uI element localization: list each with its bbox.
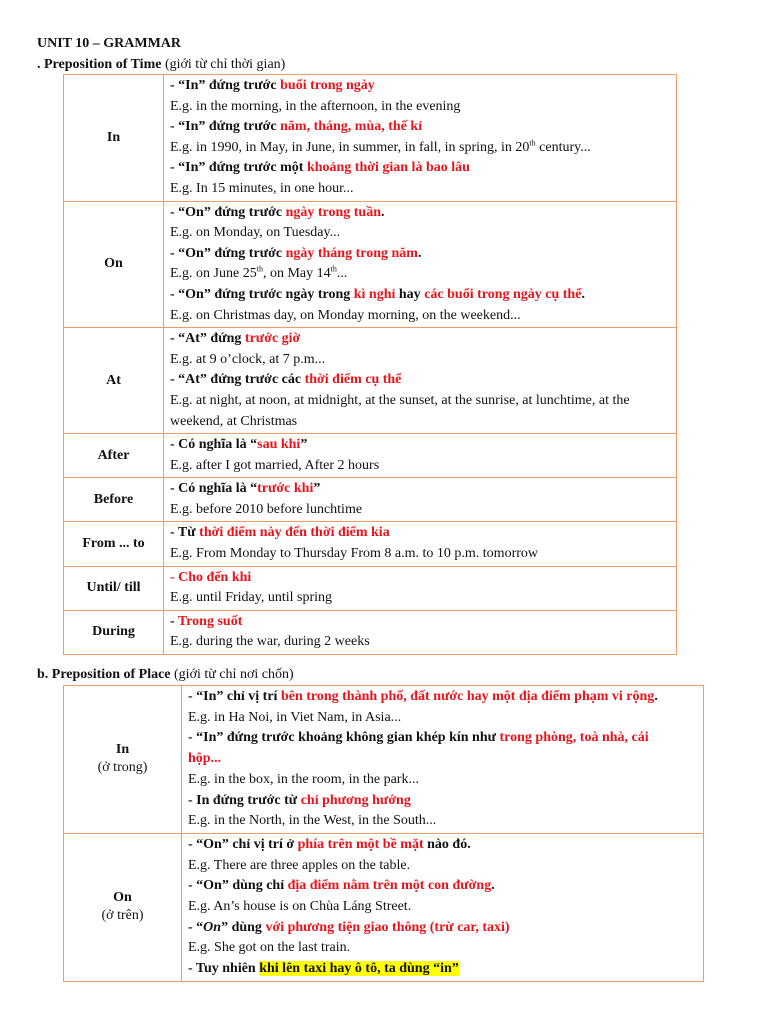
time-term-cell <box>64 75 164 202</box>
rule-line <box>170 76 670 97</box>
text-segment: - “In” đứng trước khoảng không gian khép kín như <box>188 730 500 746</box>
highlighted-term: sau khi <box>257 437 301 453</box>
place-term-cell <box>64 833 182 981</box>
example-line <box>188 708 697 729</box>
time-description-cell <box>164 201 677 328</box>
rule-line <box>188 835 697 856</box>
time-term: In <box>106 129 121 145</box>
text-segment: th <box>330 264 337 274</box>
section-a-gloss: (giới từ chỉ thời gian) <box>161 57 286 72</box>
rule-line <box>170 203 670 224</box>
text-segment: hay <box>395 286 425 302</box>
text-segment: E.g. after I got married, After 2 hours <box>170 457 380 473</box>
text-segment: E.g. on June 25 <box>170 266 257 282</box>
text-segment: th <box>529 138 536 148</box>
rule-line <box>188 687 697 708</box>
example-line <box>170 179 670 200</box>
time-term-cell <box>64 201 164 328</box>
time-description-cell <box>164 434 677 478</box>
time-term: At <box>106 372 121 388</box>
text-segment: century... <box>535 139 591 155</box>
text-segment: - “ <box>188 919 204 935</box>
example-line <box>170 138 670 159</box>
highlighted-term: địa điểm nằm trên một con đường <box>287 878 492 894</box>
text-segment: , on May 14 <box>262 266 331 282</box>
text-segment: - “On” đứng trước <box>170 204 286 220</box>
section-b-gloss: (giới từ chỉ nơi chốn) <box>170 667 294 682</box>
place-row <box>64 833 704 981</box>
example-line <box>170 412 670 433</box>
example-line <box>170 391 670 412</box>
example-line <box>170 544 670 565</box>
time-term-cell <box>64 566 164 610</box>
text-segment: - Có nghĩa là “ <box>170 437 258 453</box>
text-segment: th <box>256 264 263 274</box>
rule-line <box>188 791 697 812</box>
rule-line <box>170 612 670 633</box>
text-segment: E.g. until Friday, until spring <box>170 590 333 606</box>
example-line <box>188 770 697 791</box>
text-segment: E.g. From Monday to Thursday From 8 a.m. to 10 p.m. tomorrow <box>170 546 538 562</box>
place-term-gloss: (ở trên) <box>101 908 144 924</box>
time-term: From ... to <box>82 536 145 552</box>
example-line <box>170 588 670 609</box>
example-line <box>170 456 670 477</box>
highlighted-term: chỉ phương hướng <box>300 792 411 808</box>
text-segment: - “In” đứng trước <box>170 78 281 93</box>
text-segment: - “On” dùng chỉ <box>188 878 288 894</box>
text-segment: - “On” chỉ vị trí ở <box>188 836 298 852</box>
example-line <box>170 264 670 285</box>
time-row <box>64 201 677 328</box>
rule-line <box>188 728 697 749</box>
text-segment: . <box>417 245 422 261</box>
place-preposition-table <box>63 685 704 982</box>
text-segment: . <box>654 689 658 704</box>
text-segment: ” <box>300 437 308 453</box>
highlighted-term: trước khi <box>257 481 314 497</box>
highlighted-term: kì nghỉ <box>353 286 396 302</box>
time-row <box>64 610 677 654</box>
place-term: In <box>115 742 130 758</box>
text-segment: - “In” đứng trước một <box>170 160 307 176</box>
text-segment: E.g. in 1990, in May, in June, in summer, in fall, in spring, in 20 <box>170 139 530 155</box>
time-description-cell <box>164 610 677 654</box>
highlighted-term: - Cho đến khi <box>170 569 252 585</box>
text-segment: - “In” đứng trước <box>170 119 281 135</box>
place-term: On <box>113 890 132 906</box>
place-term-cell <box>64 686 182 834</box>
rule-line <box>188 876 697 897</box>
time-description-cell <box>164 522 677 566</box>
time-description-cell <box>164 478 677 522</box>
text-segment: ... <box>336 266 348 282</box>
highlighted-term: Trong suốt <box>177 613 243 629</box>
section-a-title: . Preposition of Time <box>37 57 162 72</box>
text-segment: . <box>581 286 585 302</box>
highlighted-note: khi lên taxi hay ô tô, ta dùng “in” <box>259 961 459 977</box>
text-segment: - “In” chỉ vị trí <box>188 689 281 704</box>
text-segment: - In đứng trước từ <box>188 792 301 808</box>
place-description-cell <box>182 833 704 981</box>
text-segment: E.g. at 9 o’clock, at 7 p.m... <box>170 351 326 367</box>
highlighted-term: buổi trong ngày <box>280 78 375 93</box>
time-term: On <box>104 256 123 272</box>
rule-line <box>170 329 670 350</box>
highlighted-term: phía trên một bề mặt <box>297 836 424 852</box>
rule-line <box>170 158 670 179</box>
text-segment: On <box>203 919 222 935</box>
highlighted-term: trong phòng, toà nhà, cái <box>499 730 649 746</box>
text-segment: E.g. at night, at noon, at midnight, at the sunset, at the sunrise, at lunchtime, at the <box>170 392 630 408</box>
time-term-cell <box>64 434 164 478</box>
text-segment: E.g. before 2010 before lunchtime <box>170 501 363 517</box>
time-description-cell <box>164 75 677 202</box>
text-segment: E.g. on Christmas day, on Monday morning, on the weekend... <box>170 307 521 323</box>
example-line <box>170 500 670 521</box>
place-row <box>64 686 704 834</box>
example-line <box>170 223 670 244</box>
time-row <box>64 566 677 610</box>
time-preposition-table <box>63 74 677 655</box>
text-segment: . <box>491 878 495 894</box>
example-line <box>188 897 697 918</box>
highlighted-term: năm, tháng, mùa, thế kỉ <box>280 119 423 135</box>
time-description-cell <box>164 328 677 434</box>
text-segment: weekend, at Christmas <box>170 413 298 429</box>
example-line <box>170 97 670 118</box>
rule-line <box>188 749 697 770</box>
highlighted-term: ngày tháng trong năm <box>285 245 418 261</box>
example-line <box>188 938 697 959</box>
time-term-cell <box>64 478 164 522</box>
rule-line <box>170 117 670 138</box>
text-segment: E.g. in Ha Noi, in Viet Nam, in Asia... <box>188 709 402 725</box>
section-b-heading <box>37 667 294 683</box>
rule-line <box>188 918 697 939</box>
highlighted-term: bên trong thành phố, đất nước hay một địa điểm phạm vi rộng <box>280 689 655 704</box>
text-segment: - “At” đứng trước các <box>170 372 305 388</box>
text-segment: E.g. during the war, during 2 weeks <box>170 634 370 650</box>
rule-line <box>170 244 670 265</box>
text-segment: E.g. on Monday, on Tuesday... <box>170 225 341 241</box>
example-line <box>170 306 670 327</box>
rule-line <box>188 959 697 980</box>
highlighted-term: các buổi trong ngày cụ thể <box>424 286 582 302</box>
place-term-gloss: (ở trong) <box>97 760 148 776</box>
highlighted-term: trước giờ <box>244 331 301 347</box>
time-term: Until/ till <box>86 580 141 596</box>
text-segment: . <box>381 204 385 220</box>
text-segment: ” <box>313 481 321 497</box>
text-segment: E.g. in the morning, in the afternoon, in the evening <box>170 98 461 114</box>
section-a-heading <box>37 57 285 73</box>
time-description-cell <box>164 566 677 610</box>
highlighted-term: khoảng thời gian là bao lâu <box>306 160 470 176</box>
highlighted-term: thời điểm này đến thời điểm kia <box>199 525 390 541</box>
rule-line <box>170 479 670 500</box>
highlighted-term: ngày trong tuần <box>285 204 381 220</box>
time-term: Before <box>93 491 134 507</box>
rule-line <box>170 435 670 456</box>
text-segment: - “On” đứng trước <box>170 245 286 261</box>
time-term-cell <box>64 328 164 434</box>
text-segment: ” dùng <box>221 919 266 935</box>
text-segment: - “On” đứng trước ngày trong <box>170 286 354 302</box>
text-segment: - Có nghĩa là “ <box>170 481 258 497</box>
highlighted-term: với phương tiện giao thông (trừ car, taxi) <box>265 919 510 935</box>
text-segment: - <box>170 613 178 629</box>
text-segment: E.g. There are three apples on the table. <box>188 857 411 873</box>
highlighted-term: hộp... <box>188 751 222 767</box>
time-term: After <box>97 447 130 463</box>
rule-line <box>170 568 670 589</box>
example-line <box>170 350 670 371</box>
time-row <box>64 434 677 478</box>
text-segment: E.g. In 15 minutes, in one hour... <box>170 180 354 196</box>
section-b-title: b. Preposition of Place <box>37 667 171 682</box>
text-segment: E.g. She got on the last train. <box>188 940 351 956</box>
time-row <box>64 478 677 522</box>
time-term: During <box>92 624 135 640</box>
unit-title: UNIT 10 – GRAMMAR <box>37 36 182 51</box>
example-line <box>188 811 697 832</box>
time-term-cell <box>64 522 164 566</box>
time-row <box>64 328 677 434</box>
text-segment: E.g. in the box, in the room, in the park... <box>188 771 419 787</box>
time-row <box>64 75 677 202</box>
text-segment: - Từ <box>170 525 200 541</box>
text-segment: - “At” đứng <box>170 331 245 347</box>
time-row <box>64 522 677 566</box>
highlighted-term: thời điểm cụ thể <box>304 372 402 388</box>
time-term-cell <box>64 610 164 654</box>
text-segment: E.g. An’s house is on Chùa Láng Street. <box>188 899 412 915</box>
rule-line <box>170 285 670 306</box>
rule-line <box>170 523 670 544</box>
example-line <box>170 632 670 653</box>
text-segment: nào đó. <box>423 836 471 852</box>
text-segment: - Tuy nhiên <box>188 961 260 977</box>
place-description-cell <box>182 686 704 834</box>
example-line <box>188 856 697 877</box>
text-segment: E.g. in the North, in the West, in the South... <box>188 813 437 829</box>
rule-line <box>170 370 670 391</box>
